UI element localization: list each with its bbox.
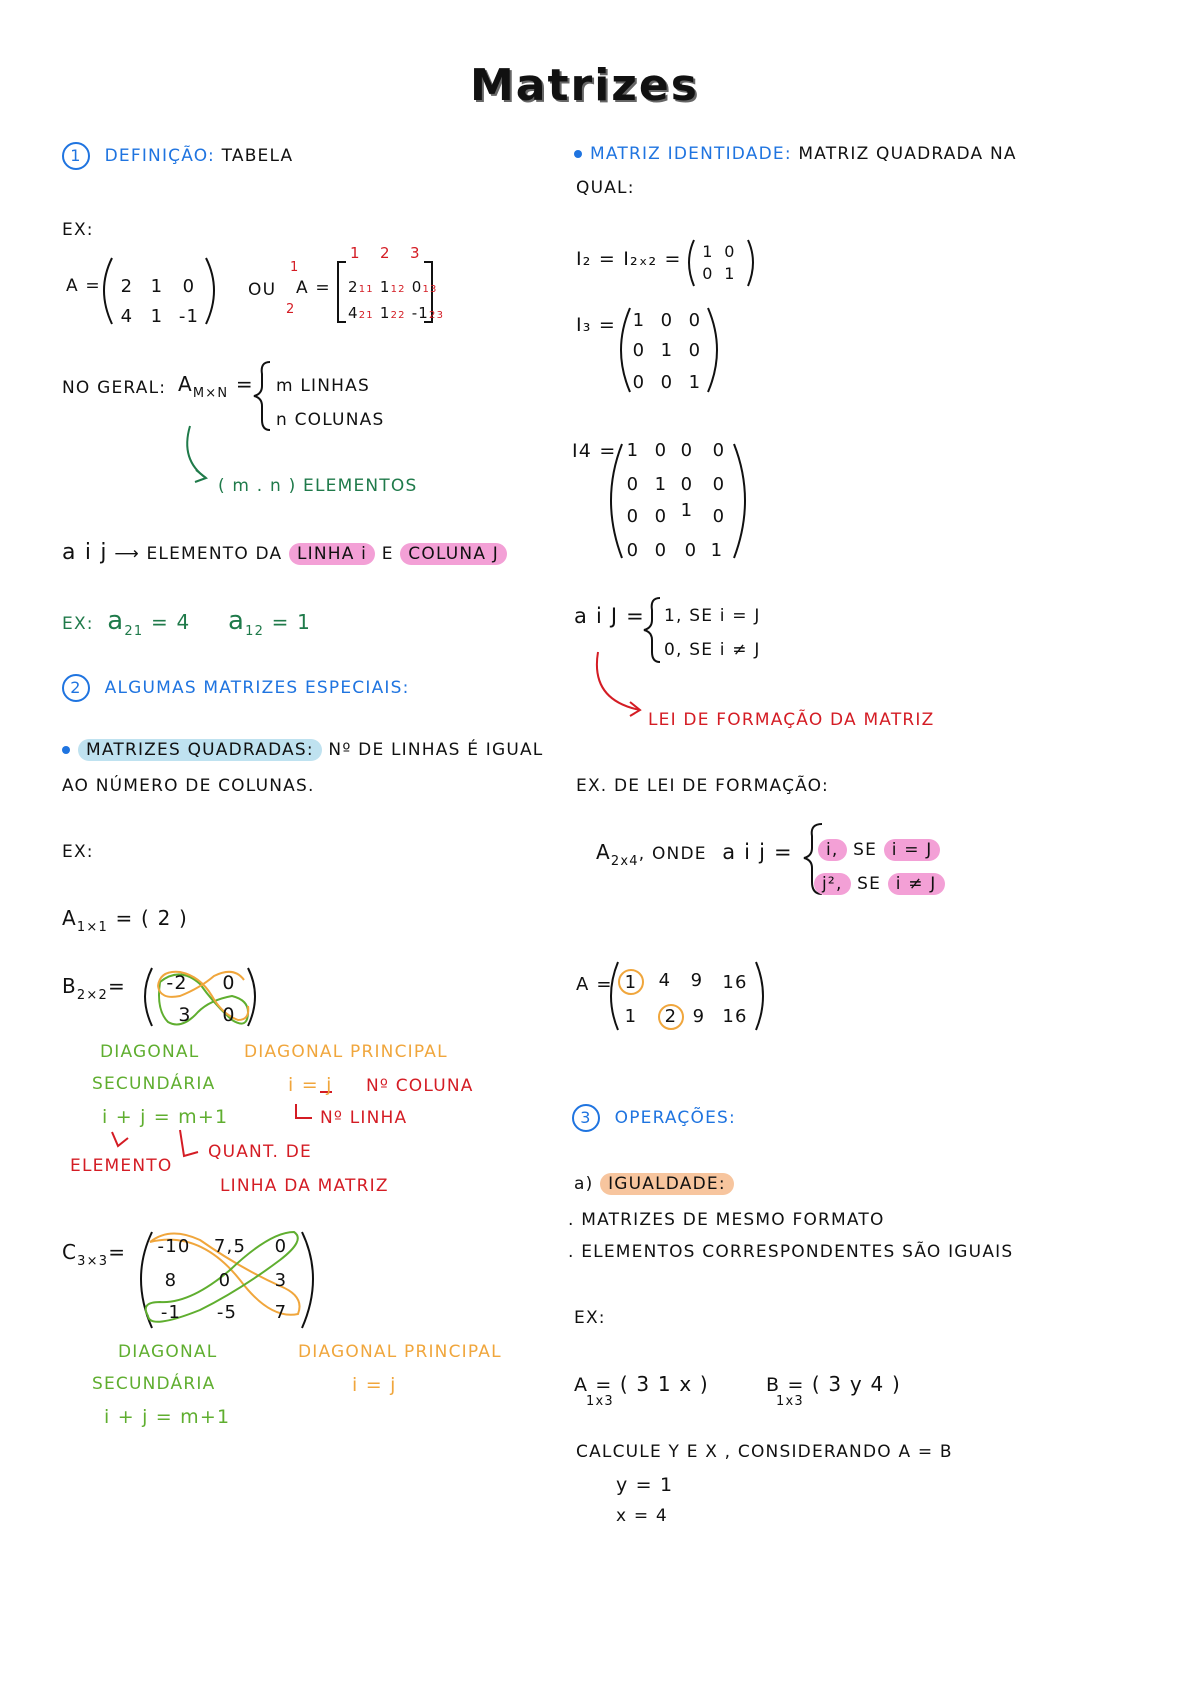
matrix-a2-row2 — [348, 304, 444, 322]
formacao-case-1 — [818, 840, 940, 860]
a21-val: = 4 — [150, 610, 191, 634]
ou-label: OU — [248, 280, 277, 300]
matrix-cell: 7 — [274, 1302, 288, 1323]
matrix-cell: 0 — [632, 340, 646, 361]
matrix-cell: 0 — [274, 1236, 288, 1257]
matrix-cell: 16 — [722, 1006, 748, 1027]
matrix-cell: 9 — [692, 1006, 706, 1027]
b-sub: 2×2 — [76, 988, 108, 1003]
section-number: 1 — [62, 142, 90, 170]
identidade-line — [574, 144, 1017, 164]
geral-formula — [178, 372, 254, 401]
matrix-cell: 1 — [660, 340, 674, 361]
e-text: E — [381, 544, 394, 564]
matrix-cell: 1 — [624, 1006, 638, 1027]
matrix-cell: 1 — [724, 264, 736, 283]
matrix-cell: 0 — [626, 474, 640, 495]
matrix-cell: 8 — [164, 1270, 178, 1291]
matrix-cell: 4 — [120, 306, 134, 327]
b-var: B = — [766, 1374, 805, 1396]
example-label: EX: — [62, 842, 94, 862]
bullet-mesmo-formato: . MATRIZES DE MESMO FORMATO — [568, 1210, 885, 1230]
a12-sub: 12 — [245, 624, 265, 639]
column-indices — [350, 244, 434, 262]
ex-lei-label: EX. DE LEI DE FORMAÇÃO: — [576, 776, 829, 796]
section-3-heading — [572, 1104, 736, 1132]
a12-var: a — [227, 606, 246, 636]
matrix-cell-index: 13 — [422, 284, 438, 295]
result-label: A = — [576, 974, 613, 995]
a-sub: 1x3 — [586, 1394, 614, 1409]
case1-value: i, — [818, 839, 847, 861]
matrix-cell-index: 21 — [358, 310, 374, 321]
example-label: EX: — [62, 220, 94, 240]
section-2-title: ALGUMAS MATRIZES ESPECIAIS: — [104, 678, 410, 698]
quadradas-line — [62, 740, 543, 760]
section-1-heading — [62, 142, 293, 170]
c-diag-sec-1: DIAGONAL — [118, 1342, 218, 1362]
c-sub: 3×3 — [77, 1254, 109, 1269]
item-a-label: a) — [574, 1174, 594, 1194]
matrix-cell: 7,5 — [213, 1236, 247, 1257]
case2-se: SE — [857, 874, 882, 894]
b-var: B — [62, 974, 77, 998]
a21-var: a — [107, 606, 125, 636]
colunas-text: n COLUNAS — [276, 410, 385, 430]
matrix-cell: 4 — [348, 304, 359, 322]
quadradas-text: Nº DE LINHAS É IGUAL — [328, 740, 544, 760]
geral-label: NO GERAL: — [62, 378, 167, 398]
calcule-text: CALCULE Y E X , CONSIDERANDO A = B — [576, 1442, 953, 1462]
matrix-cell: 0 — [680, 474, 694, 495]
aij-arrow-text: ⟶ ELEMENTO DA — [114, 544, 283, 564]
matrix-cell: 0 — [632, 372, 646, 393]
example-aij — [62, 606, 312, 639]
matrix-cell: 4 — [658, 970, 672, 991]
x-answer: x = 4 — [616, 1506, 668, 1526]
a1-var: A — [62, 906, 77, 930]
bullet-icon — [62, 746, 70, 754]
matrix-cell: 1 — [702, 242, 714, 261]
quant-text-1: QUANT. DE — [208, 1142, 312, 1162]
a1-val: = ( 2 ) — [115, 906, 189, 930]
a1-sub: 1×1 — [76, 920, 108, 935]
matrix-cell: 3 — [274, 1270, 288, 1291]
formacao-case-2 — [814, 874, 945, 894]
case1-se: SE — [853, 840, 878, 860]
diag-pri-label: DIAGONAL PRINCIPAL — [244, 1042, 448, 1062]
matrix-cell: -10 — [157, 1236, 191, 1257]
matrix-cell: 0 — [626, 506, 640, 527]
definition-label: DEFINIÇÃO: — [104, 146, 215, 166]
section-number: 3 — [572, 1104, 600, 1132]
c-diag-pri: DIAGONAL PRINCIPAL — [298, 1342, 502, 1362]
aij-definition — [62, 540, 507, 565]
example-label: EX: — [62, 614, 94, 634]
a-var: A = — [574, 1374, 613, 1396]
matrix-cell: -2 — [166, 972, 188, 994]
matrix-a-eq — [574, 1372, 709, 1396]
geral-var: A — [178, 372, 193, 396]
identidade-text-2: QUAL: — [576, 178, 635, 198]
linhas-text: m LINHAS — [276, 376, 370, 396]
matrix-cell: 1 — [654, 474, 668, 495]
matrix-b-label — [62, 974, 126, 1003]
matrix-cell: -1 — [411, 304, 430, 322]
c-diag-pri-formula: i = j — [352, 1374, 397, 1396]
matrix-cell: 1 — [626, 440, 640, 461]
b-eq: = — [107, 974, 126, 998]
quadradas-label: MATRIZES QUADRADAS: — [78, 739, 322, 761]
quadradas-text-2: AO NÚMERO DE COLUNAS. — [62, 776, 315, 796]
section-2-heading — [62, 674, 410, 702]
col-index: 3 — [410, 244, 421, 262]
matrix-cell: 1 — [379, 304, 391, 322]
matrix-cell-index: 12 — [390, 284, 406, 295]
case2-value: j², — [814, 873, 851, 895]
c-eq: = — [108, 1240, 127, 1264]
elementos-text: ( m . n ) ELEMENTOS — [218, 476, 418, 496]
matrix-cell: 2 — [120, 276, 134, 297]
matrix-cell: 16 — [722, 972, 748, 993]
igualdade-label: IGUALDADE: — [600, 1173, 734, 1195]
matrix-cell: 1 — [624, 972, 638, 993]
matrix-cell: 0 — [411, 278, 423, 296]
case2-condition: i ≠ J — [888, 873, 945, 895]
matrix-cell: 0 — [182, 276, 196, 297]
elemento-text: ELEMENTO — [70, 1156, 173, 1176]
aij-formula: a i j = — [722, 840, 793, 864]
a-val: ( 3 1 x ) — [619, 1372, 709, 1396]
matrix-cell: -1 — [160, 1302, 182, 1323]
col-index: 2 — [380, 244, 391, 262]
matrix-cell: 0 — [712, 440, 726, 461]
matrix-cell: 0 — [688, 310, 702, 331]
matrix-cell: 0 — [688, 340, 702, 361]
matrix-cell: 1 — [680, 500, 694, 521]
a12-val: = 1 — [271, 610, 312, 634]
definition-text: TABELA — [221, 146, 294, 166]
identity-case-2: 0, SE i ≠ J — [664, 640, 761, 660]
row-index: 2 — [286, 302, 296, 317]
bullet-icon — [574, 150, 582, 158]
geral-eq: = — [235, 372, 254, 396]
i2-label: I₂ = I₂ₓ₂ = — [576, 248, 682, 270]
matrix-cell: 1 — [150, 306, 164, 327]
a21-sub: 21 — [124, 624, 144, 639]
matrix-a1x1 — [62, 906, 189, 935]
y-answer: y = 1 — [616, 1474, 674, 1496]
onde-text: , ONDE — [638, 844, 707, 864]
matrix-cell: 1 — [632, 310, 646, 331]
matrix-cell: 0 — [654, 540, 668, 561]
matrix-cell: 0 — [660, 372, 674, 393]
matrix-cell: 0 — [702, 264, 714, 283]
matrix-b-eq — [766, 1372, 901, 1396]
identity-case-1: 1, SE i = J — [664, 606, 761, 626]
matrix-a2-label: A = — [296, 278, 331, 298]
n-linha-text: Nº LINHA — [320, 1108, 408, 1128]
matrix-a2-row1 — [348, 278, 438, 296]
matrix-cell: 0 — [684, 540, 698, 561]
matrix-cell: 0 — [222, 972, 236, 994]
b-val: ( 3 y 4 ) — [811, 1372, 901, 1396]
c-diag-sec-formula: i + j = m+1 — [104, 1406, 231, 1428]
matrix-cell-index: 23 — [429, 310, 445, 321]
matrix-a-label: A = — [66, 276, 101, 296]
example-label: EX: — [574, 1308, 606, 1328]
matrix-cell: 0 — [654, 506, 668, 527]
c-var: C — [62, 1240, 78, 1264]
identidade-label: MATRIZ IDENTIDADE: — [590, 144, 792, 164]
n-coluna-text: Nº COLUNA — [366, 1076, 474, 1096]
matrix-cell-index: 11 — [358, 284, 374, 295]
matrix-cell: 0 — [680, 440, 694, 461]
diag-sec-label-2: SECUNDÁRIA — [92, 1074, 216, 1094]
a24-var: A — [596, 840, 611, 864]
diag-sec-formula: i + j = m+1 — [102, 1106, 229, 1128]
i4-label: I4 = — [572, 440, 617, 462]
matrix-cell: 1 — [710, 540, 724, 561]
lei-formacao-text: LEI DE FORMAÇÃO DA MATRIZ — [648, 710, 935, 730]
matrix-cell: 0 — [626, 540, 640, 561]
matrix-cell: 1 — [150, 276, 164, 297]
geral-sub: M×N — [192, 386, 229, 401]
operacoes-label: OPERAÇÕES: — [614, 1108, 736, 1128]
matrix-cell: 0 — [724, 242, 736, 261]
matrix-cell: 1 — [379, 278, 391, 296]
a24-sub: 2x4 — [610, 854, 639, 869]
matrix-cell: 2 — [348, 278, 359, 296]
col-index: 1 — [350, 244, 361, 262]
matrix-cell: 3 — [178, 1004, 192, 1026]
i3-label: I₃ = — [576, 314, 616, 336]
matrix-cell: 9 — [690, 970, 704, 991]
matrix-cell: 0 — [660, 310, 674, 331]
matrix-cell: 0 — [712, 506, 726, 527]
matrix-cell: 1 — [688, 372, 702, 393]
bullet-elementos-iguais: . ELEMENTOS CORRESPONDENTES SÃO IGUAIS — [568, 1242, 1014, 1262]
identidade-text: MATRIZ QUADRADA NA — [798, 144, 1017, 164]
a2x4-definition — [596, 840, 793, 869]
matrix-cell: 0 — [712, 474, 726, 495]
row-index: 1 — [290, 260, 300, 275]
section-number: 2 — [62, 674, 90, 702]
matrix-cell-index: 22 — [390, 310, 406, 321]
case1-condition: i = J — [884, 839, 941, 861]
diag-pri-formula: i = j — [288, 1074, 333, 1096]
diag-sec-label-1: DIAGONAL — [100, 1042, 200, 1062]
matrix-cell: 0 — [218, 1270, 232, 1291]
matrix-cell: 2 — [664, 1006, 678, 1027]
linha-i-highlight: LINHA i — [289, 543, 375, 565]
matrix-cell: -5 — [216, 1302, 238, 1323]
matrix-cell: -1 — [178, 306, 200, 327]
b-sub: 1x3 — [776, 1394, 804, 1409]
c-diag-sec-2: SECUNDÁRIA — [92, 1374, 216, 1394]
matrix-cell: 0 — [222, 1004, 236, 1026]
quant-text-2: LINHA DA MATRIZ — [220, 1176, 389, 1196]
page-title: Matrizes — [470, 60, 699, 111]
aij-identity: a i J = — [574, 604, 645, 628]
matrix-cell: 0 — [654, 440, 668, 461]
coluna-j-highlight: COLUNA J — [400, 543, 507, 565]
matrix-c-label — [62, 1240, 127, 1269]
aij-symbol: a i j — [62, 540, 108, 565]
igualdade-line — [574, 1174, 734, 1194]
